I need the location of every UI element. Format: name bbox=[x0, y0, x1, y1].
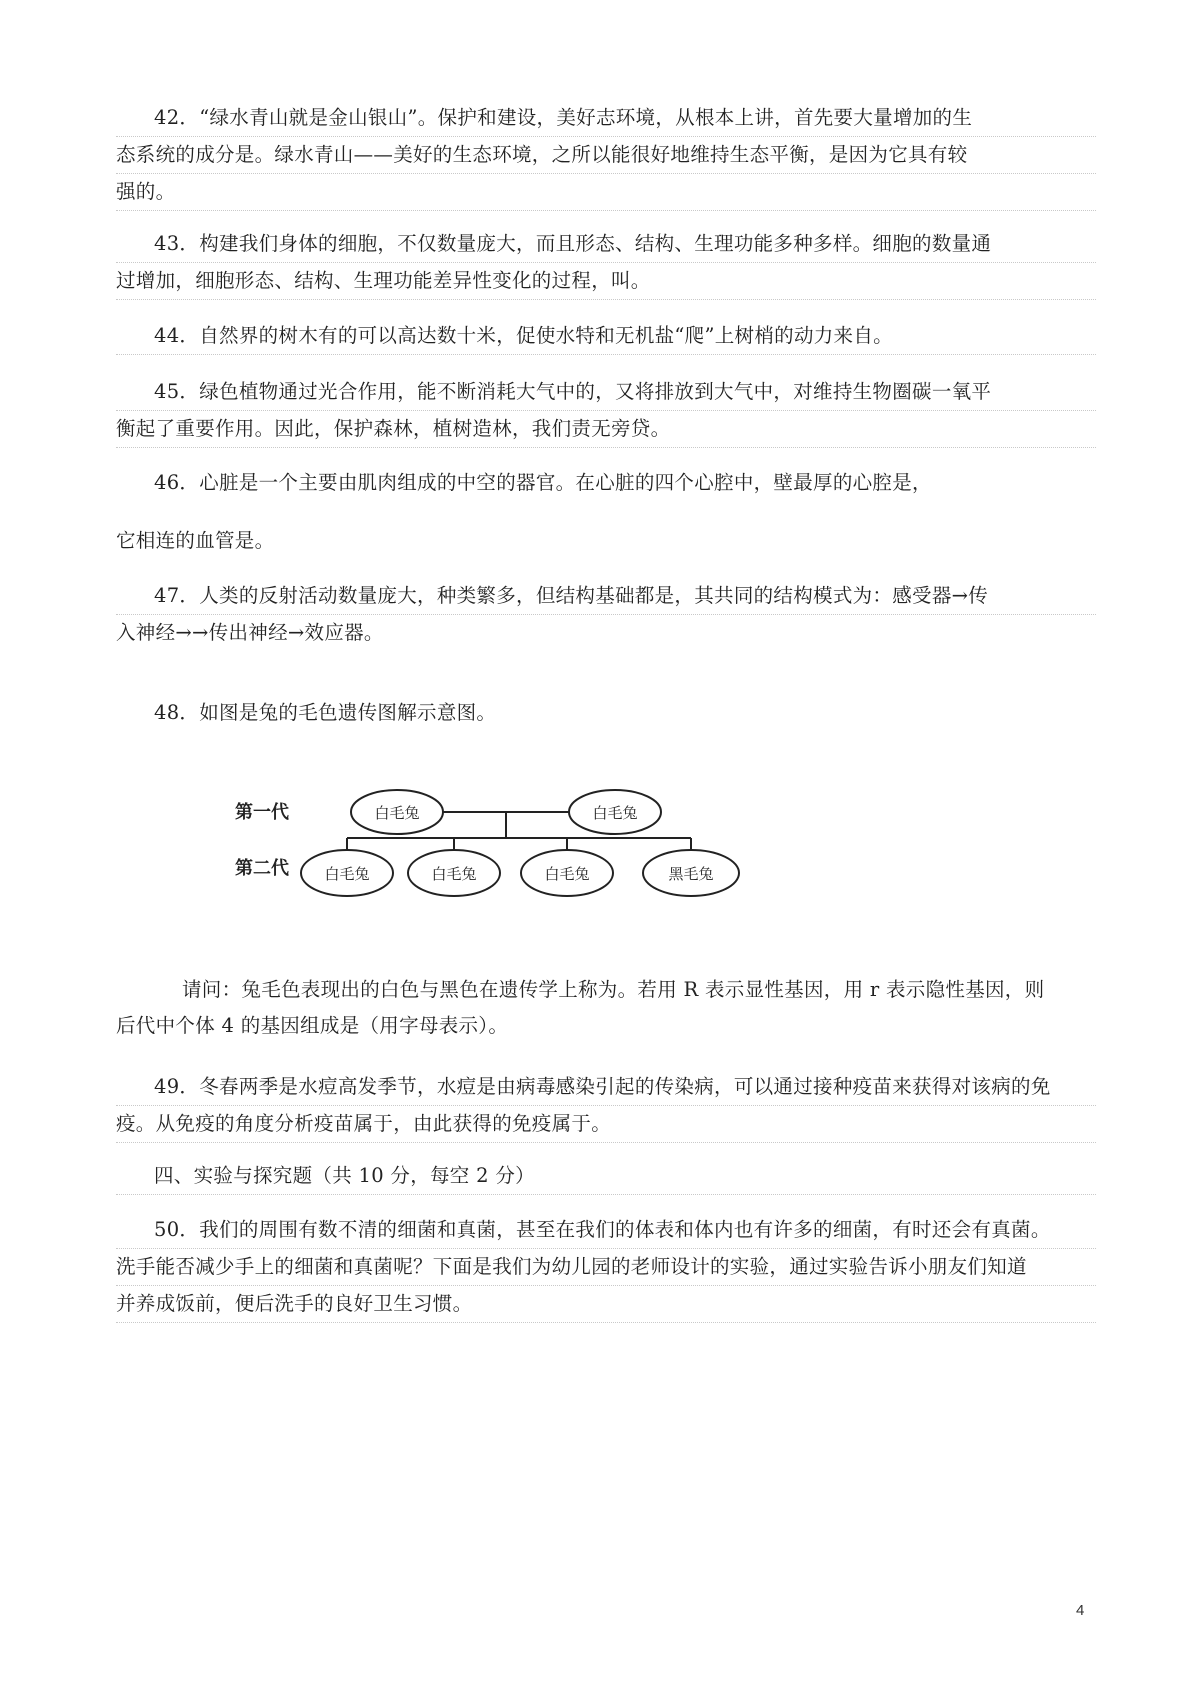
question-48 bbox=[116, 695, 1096, 731]
question-46-line-2: 它相连的血管是。 bbox=[116, 529, 275, 552]
question-46-cont bbox=[116, 523, 1096, 559]
question-49-line-1: 49．冬春两季是水痘高发季节，水痘是由病毒感染引起的传染病，可以通过接种疫苗来获得对该病的免 bbox=[116, 1069, 1096, 1106]
question-48-line-1: 48．如图是兔的毛色遗传图解示意图。 bbox=[154, 701, 497, 724]
question-50 bbox=[116, 1212, 1096, 1323]
question-48-cont bbox=[116, 972, 1096, 1044]
question-45 bbox=[116, 374, 1096, 448]
question-42 bbox=[116, 100, 1096, 211]
gen1-parent-1-label: 白毛兔 bbox=[374, 804, 420, 822]
page-number: 4 bbox=[1076, 1602, 1085, 1619]
rabbit-coat-color-inheritance-diagram bbox=[235, 770, 835, 920]
gen2-child-1-label: 白毛兔 bbox=[324, 865, 370, 883]
question-47-line-2: 入神经→→传出神经→效应器。 bbox=[116, 621, 384, 644]
gen2-label: 第二代 bbox=[235, 858, 289, 879]
question-44-line-1: 44．自然界的树木有的可以高达数十米，促使水特和无机盐“爬”上树梢的动力来自。 bbox=[116, 318, 1096, 355]
gen2-child-3-label: 白毛兔 bbox=[544, 865, 590, 883]
question-42-line-1: 42．“绿水青山就是金山银山”。保护和建设，美好志环境，从根本上讲，首先要大量增加的生 bbox=[116, 100, 1096, 137]
question-46 bbox=[116, 465, 1096, 501]
question-45-line-1: 45．绿色植物通过光合作用，能不断消耗大气中的，又将排放到大气中，对维持生物圈碳一氧平 bbox=[116, 374, 1096, 411]
question-50-line-2: 洗手能否减少手上的细菌和真菌呢？下面是我们为幼儿园的老师设计的实验，通过实验告诉小朋友们知道 bbox=[116, 1249, 1096, 1286]
question-47 bbox=[116, 578, 1096, 651]
question-42-line-2: 态系统的成分是。绿水青山——美好的生态环境，之所以能很好地维持生态平衡，是因为它具有较 bbox=[116, 137, 1096, 174]
question-48-after-line-1: 请问：兔毛色表现出的白色与黑色在遗传学上称为。若用 R 表示显性基因，用 r 表示隐性基因，则 bbox=[182, 978, 1045, 1001]
section-4-heading bbox=[116, 1158, 1096, 1195]
question-44 bbox=[116, 318, 1096, 355]
question-49-line-2: 疫。从免疫的角度分析疫苗属于，由此获得的免疫属于。 bbox=[116, 1106, 1096, 1143]
question-46-line-1: 46．心脏是一个主要由肌肉组成的中空的器官。在心脏的四个心腔中，壁最厚的心腔是， bbox=[154, 471, 932, 494]
question-43-line-2: 过增加，细胞形态、结构、生理功能差异性变化的过程，叫。 bbox=[116, 263, 1096, 300]
question-42-line-3: 强的。 bbox=[116, 174, 1096, 211]
gen2-child-2-label: 白毛兔 bbox=[431, 865, 477, 883]
question-50-line-1: 50．我们的周围有数不清的细菌和真菌，甚至在我们的体表和体内也有许多的细菌，有时还会有真菌。 bbox=[116, 1212, 1096, 1249]
gen1-label: 第一代 bbox=[235, 802, 289, 823]
question-49 bbox=[116, 1069, 1096, 1143]
question-50-line-3: 并养成饭前，便后洗手的良好卫生习惯。 bbox=[116, 1286, 1096, 1323]
question-45-line-2: 衡起了重要作用。因此，保护森林，植树造林，我们责无旁贷。 bbox=[116, 411, 1096, 448]
question-43-line-1: 43．构建我们身体的细胞，不仅数量庞大，而且形态、结构、生理功能多种多样。细胞的数量通 bbox=[116, 226, 1096, 263]
question-47-line-1: 47．人类的反射活动数量庞大，种类繁多，但结构基础都是，其共同的结构模式为：感受器→传 bbox=[116, 578, 1096, 615]
section-4-title: 四、实验与探究题（共 10 分，每空 2 分） bbox=[116, 1158, 1096, 1195]
question-48-after-line-2: 后代中个体 4 的基因组成是（用字母表示）。 bbox=[116, 1014, 509, 1037]
gen2-child-4-label: 黑毛兔 bbox=[668, 865, 714, 883]
gen1-parent-2-label: 白毛兔 bbox=[592, 804, 638, 822]
question-43 bbox=[116, 226, 1096, 300]
